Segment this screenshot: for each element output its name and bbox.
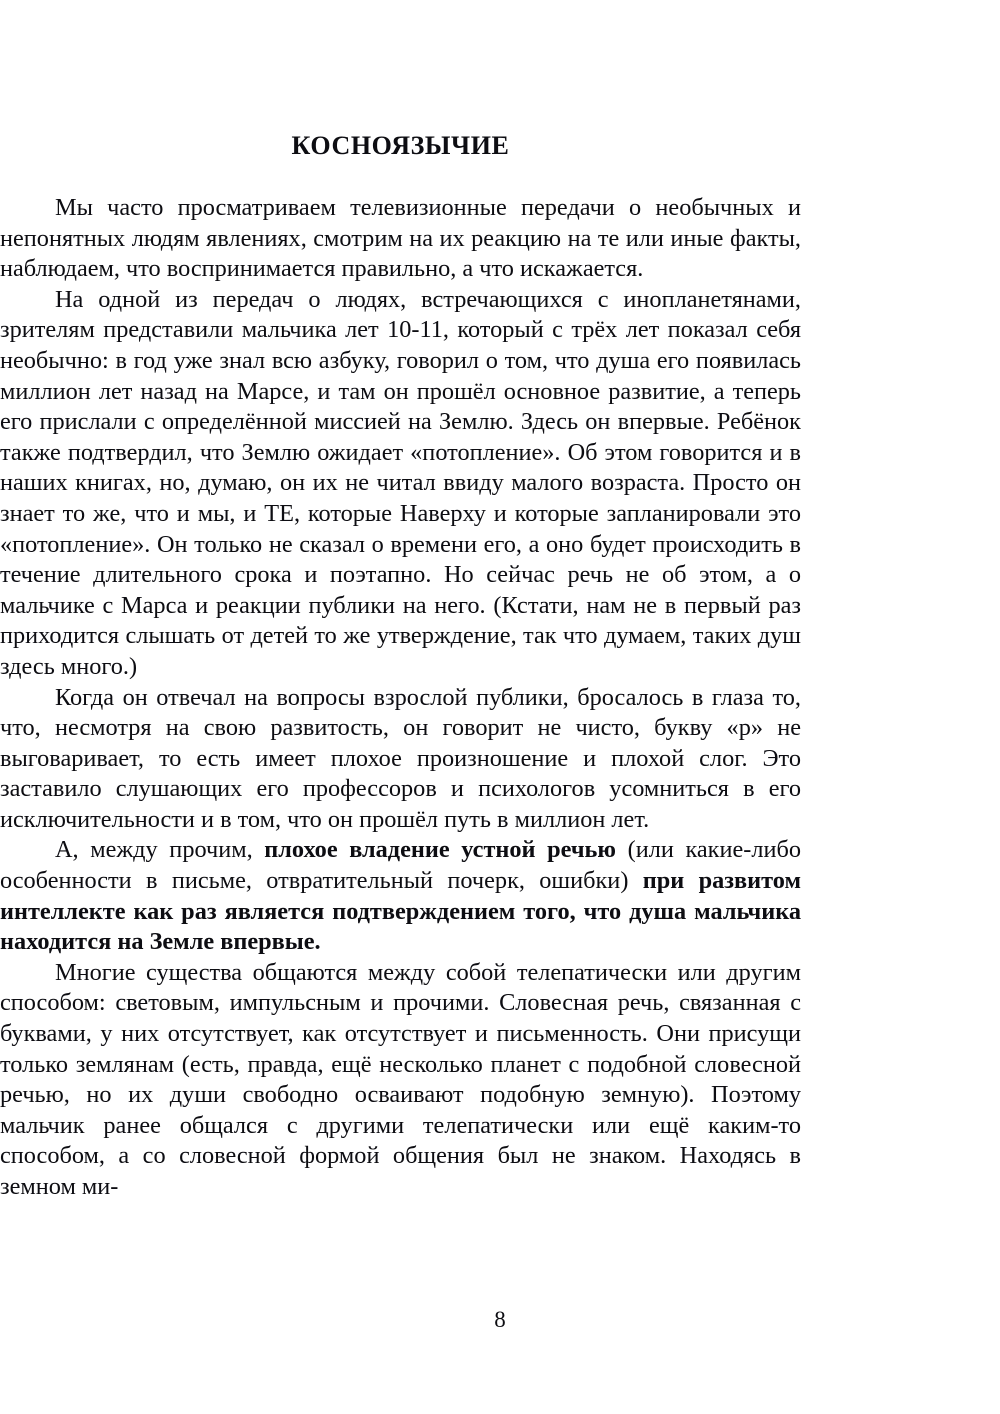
paragraph-4-emphasis-second: при развитом интеллекте как раз является подтверждением того, что душа мальчика находится на Земле впервые. bbox=[0, 867, 801, 956]
page-number: 8 bbox=[494, 1307, 506, 1332]
paragraph-2: На одной из передач о людях, встречающихся с инопланетянами, зрителям представили мальчика лет 10-11, который с трёх лет показал себя необычно: в год уже знал всю азбуку, говорил о том, что душа его появилась миллион лет назад на Марсе, и там он прошёл основное развитие, а теперь его прислали с определённой миссией на Землю. Здесь он впервые. Ребёнок также подтвердил, что Землю ожидает «потопление». Об этом говорится и в наших книгах, но, думаю, он их не читал ввиду малого возраста. Просто он знает то же, что и мы, и ТЕ, которые Наверху и которые запланировали это «потопление». Он только не сказал о времени его, а оно будет происходить в течение длительного срока и поэтапно. Но сейчас речь не об этом, а о мальчике с Марса и реакции публики на него. (Кстати, нам не в первый раз приходится слышать от детей то же утверждение, так что думаем, таких душ здесь много.) bbox=[0, 285, 801, 680]
paragraph-4-emphasis-first: плохое владение устной речью bbox=[264, 836, 616, 864]
paragraph-3: Когда он отвечал на вопросы взрослой публики, бросалось в глаза то, что, несмотря на свою развитость, он говорит не чисто, букву «р» не выговаривает, то есть имеет плохое произношение и плохой слог. Это заставило слушающих его профессоров и психологов усомниться в его исключительности и в том, что он прошёл путь в миллион лет. bbox=[0, 683, 801, 833]
paragraph-4 bbox=[0, 835, 801, 957]
page-title: КОСНОЯЗЫЧИЕ bbox=[291, 131, 510, 160]
paragraph-1: Мы часто просматриваем телевизионные передачи о необычных и непонятных людям явлениях, смотрим на их реакцию на те или иные факты, наблюдаем, что воспринимается правильно, а что искажается. bbox=[0, 194, 801, 283]
paragraph-4-parenthetical: (или какие-либо особенности в письме, отвратительный почерк, ошибки) bbox=[0, 836, 801, 895]
paragraph-4-lead-text: А, между прочим, bbox=[55, 836, 265, 864]
paragraph-5: Многие существа общаются между собой телепатически или другим способом: световым, импульсным и прочими. Словесная речь, связанная с буквами, у них отсутствует, как отсутствует и письменность. Они присущи только землянам (есть, правда, ещё несколько планет с подобной словесной речью, но их души свободно осваивают подобную земную). Поэтому мальчик ранее общался с другими телепатически или ещё каким-то способом, а со словесной формой общения был не знаком. Находясь в земном ми- bbox=[0, 958, 801, 1200]
body-text-block bbox=[0, 193, 801, 1203]
